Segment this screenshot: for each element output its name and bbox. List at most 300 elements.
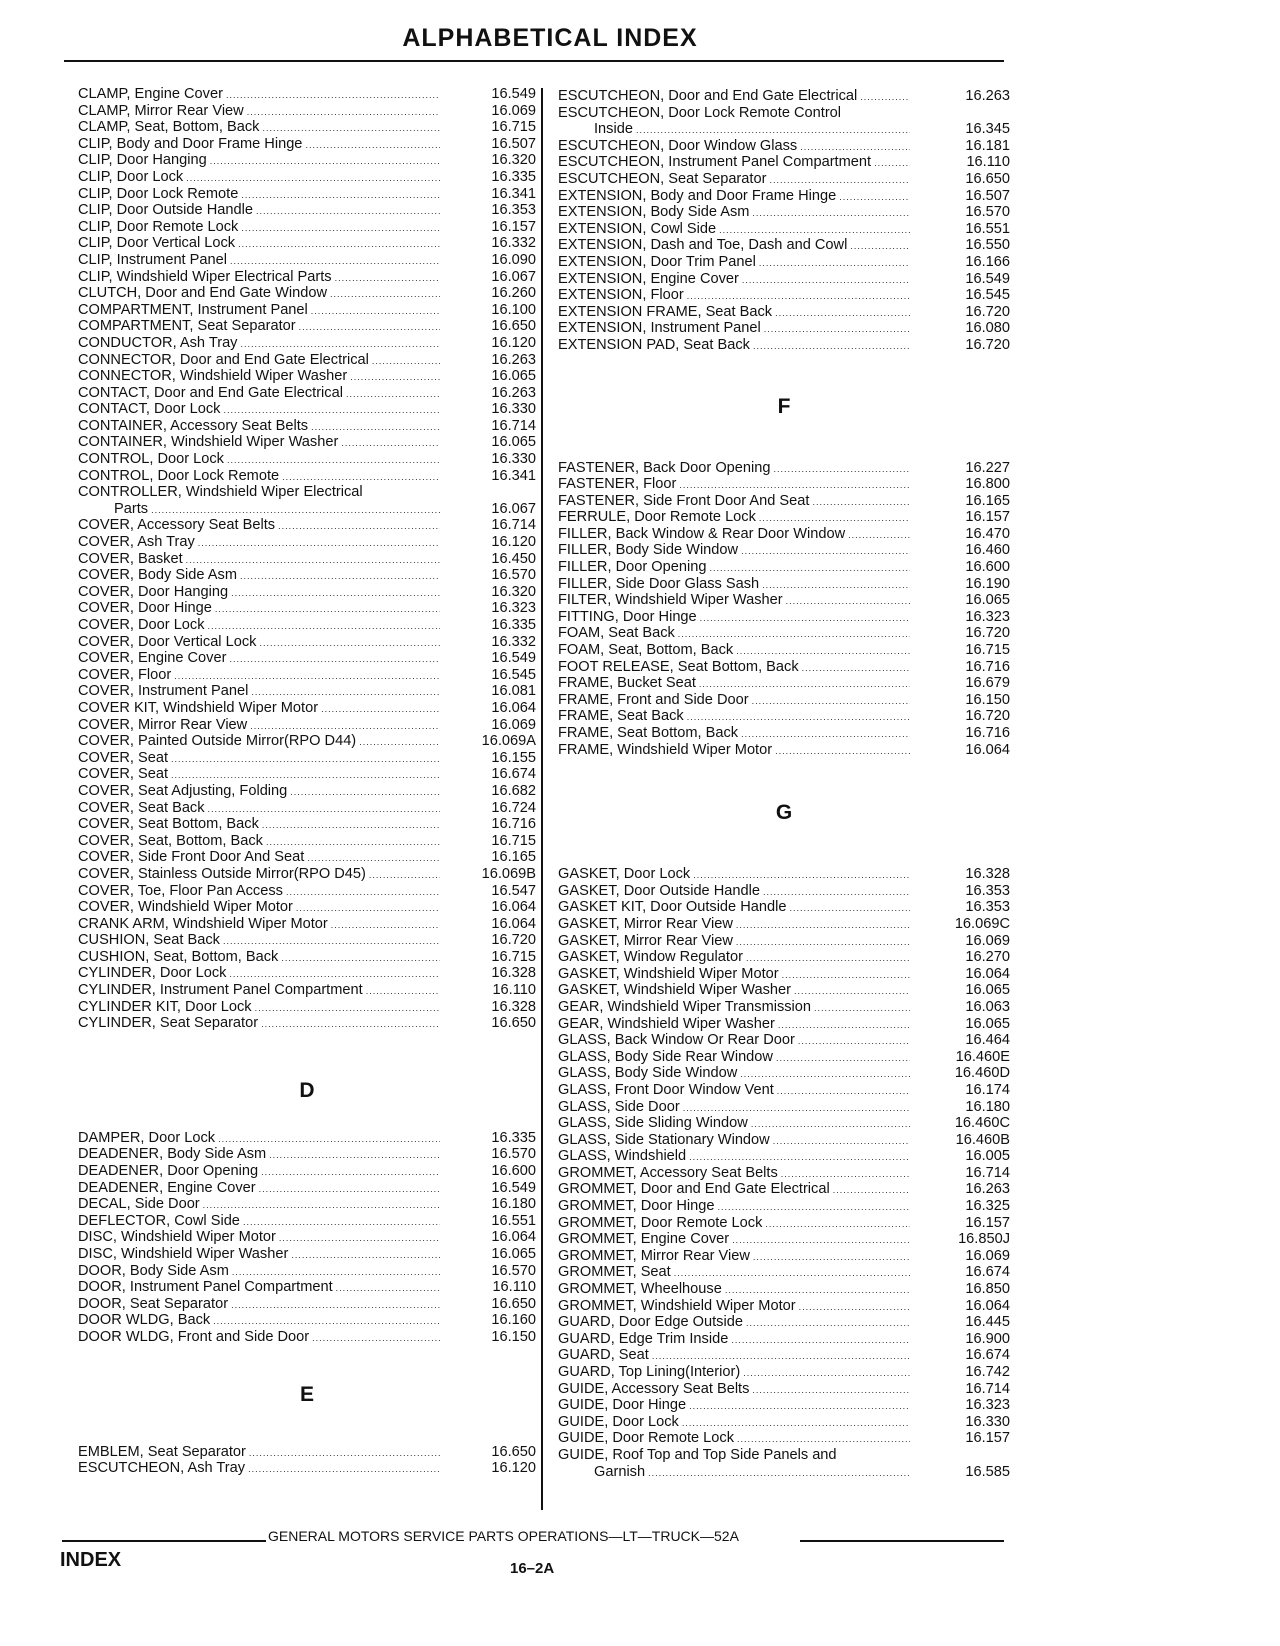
dot-leader [195, 535, 440, 552]
letter-heading-d: D [299, 1078, 315, 1102]
index-entry [78, 534, 536, 551]
entry-name: GROMMET, Seat [558, 1264, 671, 1281]
index-entry [558, 642, 1010, 659]
section-g-list [558, 866, 1010, 1480]
entry-page-ref: 16.064 [491, 1229, 536, 1246]
entry-name: FASTENER, Back Door Opening [558, 459, 771, 476]
index-entry [78, 1146, 536, 1163]
index-entry [78, 401, 536, 418]
index-entry [558, 592, 1010, 609]
entry-name: CLUTCH, Door and End Gate Window [78, 285, 328, 302]
entry-page-ref: 16.549 [965, 270, 1010, 287]
dot-leader [347, 369, 440, 386]
index-entry [78, 700, 536, 717]
entry-name: CYLINDER, Seat Separator [78, 1015, 259, 1032]
index-entry [78, 800, 536, 817]
entry-name: CONTAINER, Accessory Seat Belts [78, 417, 309, 434]
entry-page-ref: 16.330 [491, 401, 536, 418]
index-entry [78, 1296, 536, 1313]
dot-leader [215, 1131, 440, 1148]
section-e-list [78, 1444, 536, 1477]
entry-page-ref: 16.263 [491, 351, 536, 368]
entry-page-ref: 16.345 [965, 121, 1010, 138]
index-entry [78, 269, 536, 286]
dot-leader [680, 1100, 910, 1117]
entry-page-ref: 16.570 [491, 1146, 536, 1163]
entry-name: FOAM, Seat Back [558, 625, 675, 642]
index-entry [558, 105, 1010, 138]
entry-name: DOOR, Body Side Asm [78, 1262, 229, 1279]
entry-page-ref: 16.069B [481, 865, 536, 882]
dot-leader [258, 1016, 440, 1033]
dot-leader [749, 1382, 910, 1399]
entry-page-ref: 16.551 [491, 1212, 536, 1229]
index-entry [78, 949, 536, 966]
dot-leader [749, 693, 910, 710]
entry-name: CONTACT, Door and End Gate Electrical [78, 384, 343, 401]
entry-page-ref: 16.720 [965, 303, 1010, 320]
dot-leader [696, 676, 910, 693]
dot-leader [333, 1280, 440, 1297]
entry-name: GASKET, Mirror Rear View [558, 932, 733, 949]
index-entry [78, 385, 536, 402]
entry-name: COVER, Seat [78, 749, 169, 766]
index-entry [558, 949, 1010, 966]
entry-name: CLIP, Instrument Panel [78, 251, 227, 268]
dot-leader [226, 651, 440, 668]
index-entry [558, 542, 1010, 559]
index-entry [558, 1397, 1010, 1414]
index-entry [558, 966, 1010, 983]
dot-leader [737, 1066, 910, 1083]
entry-name: FERRULE, Door Remote Lock [558, 509, 756, 526]
entry-name: ESCUTCHEON, Door and End Gate Electrical [558, 88, 858, 104]
entry-name: COVER, Windshield Wiper Motor [78, 899, 293, 916]
entry-name: GLASS, Front Door Window Vent [558, 1081, 774, 1098]
dot-leader [738, 726, 910, 743]
entry-name: CYLINDER, Door Lock [78, 965, 227, 982]
index-entry [78, 252, 536, 269]
entry-name: COVER, Stainless Outside Mirror(RPO D45) [78, 865, 366, 882]
index-entry [558, 221, 1010, 238]
section-f-list [558, 460, 1010, 759]
dot-leader [830, 1182, 910, 1199]
index-entry [558, 675, 1010, 692]
index-entry [78, 103, 536, 120]
entry-page-ref: 16.715 [491, 948, 536, 965]
index-entry [78, 302, 536, 319]
entry-page-ref: 16.165 [491, 849, 536, 866]
footer-section: INDEX [60, 1549, 122, 1571]
dot-leader [252, 1000, 440, 1017]
index-entry [558, 1347, 1010, 1364]
entry-name: COVER, Door Lock [78, 617, 205, 633]
entry-name: EXTENSION, Instrument Panel [558, 320, 761, 337]
index-entry [78, 1444, 536, 1461]
entry-page-ref: 16.332 [491, 235, 536, 252]
index-entry [78, 1196, 536, 1213]
index-entry [558, 476, 1010, 493]
index-entry [558, 1447, 1010, 1480]
entry-name: DISC, Windshield Wiper Washer [78, 1246, 289, 1262]
entry-name: EXTENSION, Cowl Side [558, 220, 717, 237]
entry-name: CONTROL, Door Lock Remote [78, 467, 280, 484]
dot-leader [223, 87, 440, 104]
index-entry [78, 235, 536, 252]
entry-page-ref: 16.067 [491, 268, 536, 285]
entry-name: DAMPER, Door Lock [78, 1129, 216, 1146]
index-entry [78, 1460, 536, 1477]
index-entry [78, 650, 536, 667]
entry-name: GLASS, Back Window Or Rear Door [558, 1032, 795, 1049]
entry-name: ESCUTCHEON, Instrument Panel Compartment [558, 154, 872, 171]
entry-name: COVER, Accessory Seat Belts [78, 517, 276, 534]
index-entry [78, 1213, 536, 1230]
index-entry [78, 152, 536, 169]
entry-page-ref: 16.460D [954, 1065, 1010, 1082]
entry-page-ref: 16.069 [491, 716, 536, 733]
dot-leader [246, 1445, 440, 1462]
dot-leader [205, 618, 440, 635]
entry-name: COVER, Engine Cover [78, 650, 227, 667]
dot-leader [266, 1147, 440, 1164]
dot-leader [332, 270, 440, 287]
entry-name: COVER, Door Vertical Lock [78, 633, 257, 650]
entry-page-ref: 16.335 [491, 168, 536, 185]
entry-page-ref: 16.165 [965, 492, 1010, 509]
entry-name: CYLINDER KIT, Door Lock [78, 998, 252, 1015]
index-entry [558, 1016, 1010, 1033]
dot-leader [212, 601, 440, 618]
dot-leader [762, 1216, 910, 1233]
dot-leader [304, 850, 440, 867]
index-entry [78, 1015, 536, 1032]
page-title: ALPHABETICAL INDEX [402, 24, 698, 52]
left-column [78, 86, 536, 1477]
index-entry [78, 600, 536, 617]
entry-page-ref: 16.155 [491, 749, 536, 766]
entry-page-ref: 16.332 [491, 633, 536, 650]
index-entry [558, 88, 1010, 105]
entry-page-ref: 16.650 [491, 1295, 536, 1312]
dot-leader [799, 660, 910, 677]
index-entry [78, 916, 536, 933]
entry-name: CLIP, Door Vertical Lock [78, 235, 236, 252]
entry-name: COVER KIT, Windshield Wiper Motor [78, 699, 319, 716]
dot-leader [237, 336, 440, 353]
entry-name: FILLER, Door Opening [558, 559, 707, 576]
dot-leader [210, 1313, 440, 1330]
index-entry [558, 1331, 1010, 1348]
dot-leader [183, 170, 440, 187]
dot-leader [774, 1083, 910, 1100]
entry-name: EMBLEM, Seat Separator [78, 1443, 246, 1460]
dot-leader [766, 172, 910, 189]
entry-name: DEADENER, Door Opening [78, 1163, 259, 1180]
entry-page-ref: 16.716 [491, 816, 536, 833]
entry-name: COVER, Seat Bottom, Back [78, 816, 259, 833]
entry-page-ref: 16.570 [965, 204, 1010, 221]
entry-name: CLIP, Door Outside Handle [78, 202, 253, 219]
dot-leader [278, 950, 440, 967]
entry-name: GASKET, Door Outside Handle [558, 882, 760, 899]
entry-name: COVER, Ash Tray [78, 534, 195, 551]
entry-page-ref: 16.716 [965, 658, 1010, 675]
entry-name: FILLER, Side Door Glass Sash [558, 575, 760, 592]
entry-name: DEADENER, Body Side Asm [78, 1146, 267, 1163]
entry-name: GASKET, Windshield Wiper Motor [558, 965, 779, 982]
entry-name: EXTENSION, Door Trim Panel [558, 253, 756, 270]
index-entry [78, 717, 536, 734]
entry-name: COVER, Instrument Panel [78, 683, 249, 700]
entry-page-ref: 16.263 [965, 1181, 1010, 1198]
entry-name: COVER, Door Hanging [78, 583, 229, 600]
entry-name: GROMMET, Wheelhouse [558, 1281, 722, 1298]
dot-leader [293, 900, 440, 917]
entry-name: GASKET, Window Regulator [558, 949, 743, 966]
index-entry [558, 1181, 1010, 1198]
dot-leader [778, 1166, 910, 1183]
index-entry [78, 451, 536, 468]
dot-leader [253, 203, 440, 220]
dot-leader [200, 1197, 440, 1214]
entry-page-ref: 16.005 [965, 1148, 1010, 1165]
index-entry [78, 484, 536, 517]
entry-page-ref: 16.353 [965, 899, 1010, 916]
entry-page-ref: 16.674 [965, 1347, 1010, 1364]
dot-leader [148, 502, 440, 519]
dot-leader [229, 1264, 440, 1281]
index-entry [558, 1314, 1010, 1331]
dot-leader [783, 593, 910, 610]
entry-page-ref: 16.063 [965, 998, 1010, 1015]
entry-page-ref: 16.545 [965, 287, 1010, 304]
entry-page-ref: 16.445 [965, 1314, 1010, 1331]
entry-page-ref: 16.064 [965, 965, 1010, 982]
dot-leader [171, 668, 440, 685]
entry-page-ref: 16.330 [965, 1413, 1010, 1430]
entry-page-ref: 16.065 [965, 1015, 1010, 1032]
entry-page-ref: 16.335 [491, 617, 536, 633]
dot-leader [733, 917, 910, 934]
entry-name: EXTENSION, Engine Cover [558, 270, 739, 287]
dot-leader [750, 1249, 910, 1266]
entry-page-ref: 16.585 [965, 1463, 1010, 1480]
index-entry [558, 138, 1010, 155]
index-entry [558, 1115, 1010, 1132]
dot-leader [771, 461, 910, 478]
entry-page-ref: 16.549 [491, 86, 536, 102]
dot-leader [675, 626, 910, 643]
entry-page-ref: 16.682 [491, 782, 536, 799]
dot-leader [235, 236, 440, 253]
entry-name: GROMMET, Door Remote Lock [558, 1214, 763, 1231]
entry-name: COVER, Basket [78, 550, 183, 567]
index-entry [78, 750, 536, 767]
entry-page-ref: 16.353 [965, 882, 1010, 899]
dot-leader [327, 286, 440, 303]
dot-leader [248, 684, 440, 701]
dot-leader [686, 1149, 910, 1166]
dot-leader [760, 884, 910, 901]
entry-page-ref: 16.069C [954, 915, 1010, 932]
entry-name: GLASS, Windshield [558, 1148, 687, 1165]
entry-name: CLIP, Door Lock Remote [78, 185, 239, 202]
entry-page-ref: 16.120 [491, 1460, 536, 1477]
dot-leader [836, 189, 910, 206]
entry-name: CONTAINER, Windshield Wiper Washer [78, 434, 339, 451]
dot-leader [275, 518, 440, 535]
dot-leader [356, 734, 440, 751]
dot-leader [690, 867, 910, 884]
entry-name: GASKET KIT, Door Outside Handle [558, 899, 787, 916]
dot-leader [811, 1000, 910, 1017]
entry-name: COVER, Painted Outside Mirror(RPO D44) [78, 733, 357, 750]
entry-page-ref: 16.714 [965, 1164, 1010, 1181]
entry-page-ref: 16.550 [965, 237, 1010, 254]
entry-name: ESCUTCHEON, Door Window Glass [558, 137, 798, 154]
entry-name: GROMMET, Door and End Gate Electrical [558, 1181, 830, 1198]
entry-name: COVER, Seat [78, 766, 169, 783]
entry-page-ref: 16.328 [965, 866, 1010, 883]
dot-leader [797, 139, 910, 156]
entry-name: FRAME, Windshield Wiper Motor [558, 741, 773, 758]
entry-name: CLIP, Windshield Wiper Electrical Parts [78, 268, 332, 285]
index-entry [78, 783, 536, 800]
entry-name: COVER, Side Front Door And Seat [78, 849, 305, 866]
entry-name: FASTENER, Floor [558, 476, 677, 493]
entry-page-ref: 16.549 [491, 650, 536, 667]
index-entry [558, 982, 1010, 999]
index-entry [78, 584, 536, 601]
entry-name: GLASS, Side Sliding Window [558, 1115, 748, 1132]
dot-leader [729, 1232, 910, 1249]
dot-leader [671, 1265, 910, 1282]
dot-leader [258, 1164, 440, 1181]
entry-page-ref: 16.742 [965, 1364, 1010, 1380]
letter-heading-g: G [775, 801, 793, 825]
dot-leader [845, 527, 910, 544]
entry-name: DEADENER, Engine Cover [78, 1179, 256, 1196]
entry-page-ref: 16.600 [965, 559, 1010, 576]
entry-page-ref: 16.064 [491, 915, 536, 932]
dot-leader [734, 1431, 910, 1448]
index-entry [78, 999, 536, 1016]
entry-page-ref: 16.850J [958, 1231, 1010, 1248]
dot-leader [207, 153, 440, 170]
dot-leader [256, 1181, 440, 1198]
index-entry [558, 1231, 1010, 1248]
index-entry [558, 1148, 1010, 1165]
entry-page-ref: 16.720 [965, 708, 1010, 725]
index-entry [78, 468, 536, 485]
entry-name: COVER, Toe, Floor Pan Access [78, 882, 283, 899]
dot-leader [228, 585, 440, 602]
entry-name: GUARD, Edge Trim Inside [558, 1330, 729, 1347]
dot-leader [237, 568, 440, 585]
entry-page-ref: 16.320 [491, 152, 536, 169]
index-entry [558, 1165, 1010, 1182]
index-entry [558, 916, 1010, 933]
entry-name: DEFLECTOR, Cowl Side [78, 1212, 240, 1229]
index-entry [78, 965, 536, 982]
index-entry [78, 1329, 536, 1346]
entry-page-ref: 16.464 [965, 1032, 1010, 1049]
dot-leader [706, 560, 910, 577]
dot-leader [168, 767, 440, 784]
entry-name: ESCUTCHEON, Ash Tray [78, 1460, 246, 1477]
entry-page-ref: 16.263 [965, 88, 1010, 104]
dot-leader [369, 353, 440, 370]
dot-leader [796, 1299, 910, 1316]
entry-page-ref: 16.323 [491, 600, 536, 617]
dot-leader [343, 386, 440, 403]
entry-name: COVER, Seat Adjusting, Folding [78, 782, 288, 799]
entry-page-ref: 16.120 [491, 334, 536, 351]
dot-leader [697, 610, 910, 627]
entry-name: CLIP, Body and Door Frame Hinge [78, 135, 303, 152]
entry-page-ref: 16.064 [491, 699, 536, 716]
entry-page-ref: 16.065 [965, 982, 1010, 999]
entry-name: DOOR, Instrument Panel Compartment [78, 1279, 333, 1296]
entry-name: FILLER, Back Window & Rear Door Window [558, 525, 846, 542]
index-entry [558, 320, 1010, 337]
entry-name: GLASS, Side Stationary Window [558, 1131, 770, 1148]
entry-page-ref: 16.100 [491, 301, 536, 318]
entry-page-ref: 16.714 [965, 1380, 1010, 1397]
dot-leader [733, 643, 910, 660]
section-e-continued-list [558, 88, 1010, 354]
section-d-list [78, 1130, 536, 1346]
dot-leader [715, 1199, 910, 1216]
entry-page-ref: 16.064 [965, 741, 1010, 758]
dot-leader [238, 220, 440, 237]
entry-page-ref: 16.069 [965, 1247, 1010, 1264]
entry-page-ref: 16.166 [965, 253, 1010, 270]
entry-page-ref: 16.067 [491, 500, 536, 517]
dot-leader [716, 222, 910, 239]
footer-rule-left [62, 1540, 266, 1542]
entry-page-ref: 16.335 [491, 1129, 536, 1146]
entry-name: COMPARTMENT, Seat Separator [78, 318, 296, 335]
title-rule [64, 60, 1004, 62]
index-entry [558, 1298, 1010, 1315]
dot-leader [649, 1348, 910, 1365]
footer-rule-right [800, 1540, 1004, 1542]
index-entry [558, 188, 1010, 205]
entry-page-ref: 16.081 [491, 683, 536, 700]
entry-name: GASKET, Windshield Wiper Washer [558, 982, 792, 999]
index-entry [78, 368, 536, 385]
dot-leader [645, 1465, 910, 1482]
entry-page-ref: 16.064 [965, 1297, 1010, 1314]
entry-name: FRAME, Front and Side Door [558, 691, 749, 708]
entry-name: CLIP, Door Remote Lock [78, 218, 239, 235]
index-entry [78, 634, 536, 651]
entry-page-ref: 16.328 [491, 998, 536, 1015]
index-entry [558, 1414, 1010, 1431]
entry-page-ref: 16.065 [491, 368, 536, 385]
entry-name: GUARD, Seat [558, 1347, 649, 1364]
dot-leader [739, 272, 910, 289]
entry-name: CONNECTOR, Door and End Gate Electrical [78, 351, 369, 368]
entry-page-ref: 16.263 [491, 384, 536, 401]
entry-page-ref: 16.157 [491, 218, 536, 235]
dot-leader [676, 477, 910, 494]
index-entry [78, 86, 536, 103]
dot-leader [224, 452, 440, 469]
entry-page-ref: 16.328 [491, 965, 536, 982]
